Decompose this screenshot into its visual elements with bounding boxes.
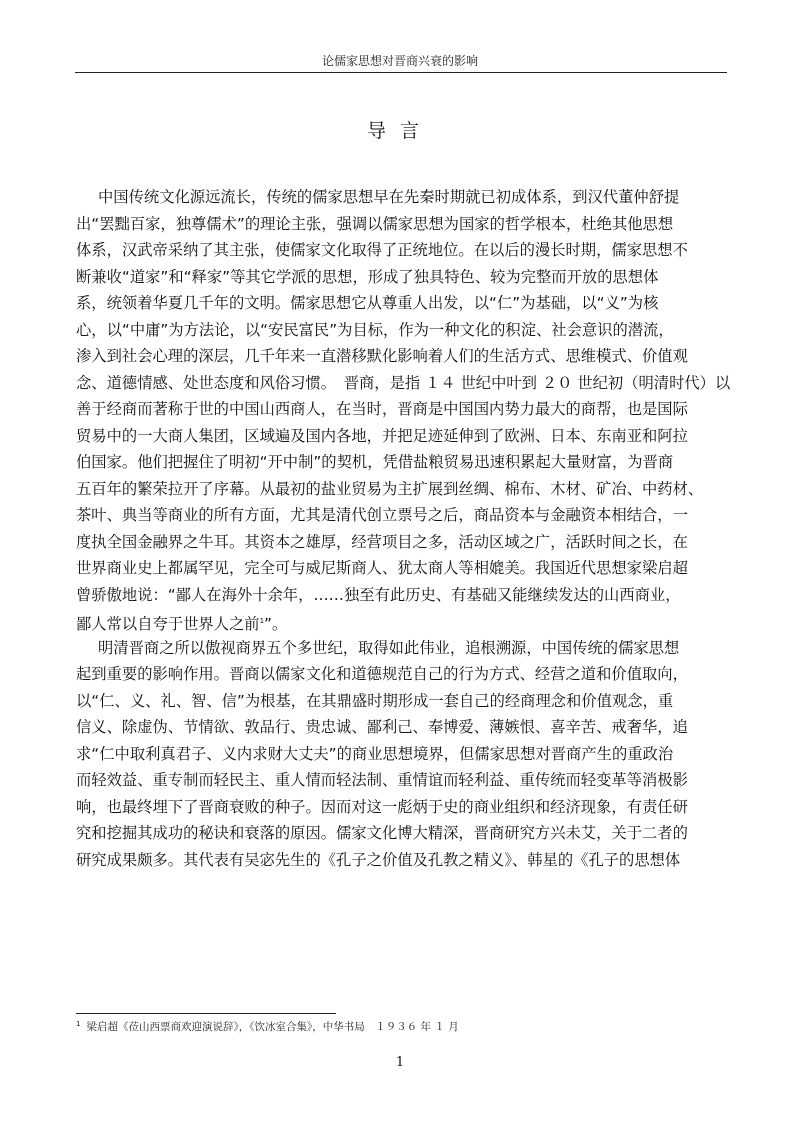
- paragraph-line: 善于经商而著称于世的中国山西商人，在当时，晋商是中国国内势力最大的商帮，也是国际: [76, 400, 688, 418]
- paragraph-line: 度执全国金融界之牛耳。其资本之雄厚，经营项目之多，活动区域之广，活跃时间之长，在: [76, 532, 688, 551]
- paragraph-line: 体系，汉武帝采纳了其主张，使儒家文化取得了正统地位。在以后的漫长时期，儒家思想不: [76, 241, 688, 259]
- footnote-rule: [76, 1013, 336, 1014]
- header-rule: [75, 72, 727, 73]
- paragraph-line: 五百年的繁荣拉开了序幕。从最初的盐业贸易为主扩展到丝绸、棉布、木材、矿冶、中药材、: [76, 479, 704, 498]
- body-text: [76, 184, 766, 873]
- paragraph-line: 念、道德情感、处世态度和风俗习惯。 晋商，是指 １４ 世纪中叶到 ２０ 世纪初（明清时代）以: [76, 373, 731, 392]
- footnote-text: 梁启超《莅山西票商欢迎演说辞》，《饮冰室合集》，中华书局 １９３６ 年 １ 月: [86, 1021, 459, 1033]
- paragraph-line: 而轻效益、重专制而轻民主、重人情而轻法制、重情谊而轻利益、重传统而轻变革等消极影: [76, 771, 688, 789]
- paragraph-line: 研究成果颇多。其代表有吴宓先生的《孔子之价值及孔教之精义》、韩星的《孔子的思想体: [76, 850, 681, 869]
- paragraph-line-text: 鄙人常以自夸于世界人之前: [76, 615, 260, 634]
- running-header: 论儒家思想对晋商兴衰的影响: [321, 54, 478, 68]
- paragraph-line: 响，也最终埋下了晋商衰败的种子。因而对这一彪炳于史的商业组织和经济现象，有责任研: [76, 797, 688, 816]
- paragraph-line: 究和挖掘其成功的秘诀和衰落的原因。儒家文化博大精深，晋商研究方兴未艾，关于二者的: [76, 824, 688, 842]
- footnote: [76, 1019, 459, 1034]
- paragraph-line: 求“仁中取利真君子、义内求财大丈夫”的商业思想境界，但儒家思想对晋商产生的重政治: [76, 744, 674, 763]
- paragraph-line-with-note: [76, 608, 766, 635]
- paragraph-line: 世界商业史上都属罕见，完全可与威尼斯商人、犹太商人等相媲美。我国近代思想家梁启超: [76, 559, 688, 577]
- paragraph-line: 断兼收“道家”和“释家”等其它学派的思想，形成了独具特色、较为完整而开放的思想体: [76, 267, 659, 286]
- paragraph-line: 以“仁、义、礼、智、信”为根基，在其鼎盛时期形成一套自己的经商理念和价值观念，重: [76, 691, 674, 710]
- paragraph-line: 茶叶、典当等商业的所有方面，尤其是清代创立票号之后，商品资本与金融资本相结合，一: [76, 506, 688, 524]
- paragraph-line-tail: ”。: [264, 615, 288, 634]
- paragraph-line: 中国传统文化源远流长，传统的儒家思想早在先秦时期就已初成体系，到汉代董仲舒提: [98, 188, 680, 206]
- paragraph-line: 贸易中的一大商人集团，区域遍及国内各地，并把足迹延伸到了欧洲、日本、东南亚和阿拉: [76, 426, 688, 445]
- footnote-reference[interactable]: 1: [259, 617, 265, 625]
- paragraph-2: [76, 635, 766, 874]
- paragraph-1: [76, 184, 766, 635]
- paragraph-line: 曾骄傲地说：“鄙人在海外十余年，……独至有此历史、有基础又能继续发达的山西商业，: [76, 585, 681, 604]
- page-title: 导言: [366, 120, 433, 142]
- paragraph-line: 伯国家。他们把握住了明初“开中制”的契机，凭借盐粮贸易迅速积累起大量财富，为晋商: [76, 453, 674, 471]
- paragraph-line: 心，以“中庸”为方法论，以“安民富民”为目标，作为一种文化的积淀、社会意识的潜流，: [76, 320, 674, 339]
- footnote-mark: 1: [76, 1019, 81, 1028]
- paragraph-line: 系，统领着华夏几千年的文明。儒家思想它从尊重人出发，以“仁”为基础，以“义”为核: [76, 294, 659, 312]
- paragraph-line: 起到重要的影响作用。晋商以儒家文化和道德规范自己的行为方式、经营之道和价值取向，: [76, 665, 688, 683]
- paragraph-line: 明清晋商之所以傲视商界五个多世纪，取得如此伟业，追根溯源，中国传统的儒家思想: [98, 638, 680, 657]
- paragraph-line: 信义、除虚伪、节情欲、敦品行、贵忠诚、鄙利己、奉博爱、薄嫉恨、喜辛苦、戒奢华，追: [76, 718, 688, 736]
- paragraph-line: 出“罢黜百家，独尊儒术”的理论主张，强调以儒家思想为国家的哲学根本，杜绝其他思想: [76, 214, 674, 233]
- page-number: 1: [395, 1055, 405, 1070]
- paragraph-line: 渗入到社会心理的深层，几千年来一直潜移默化影响着人们的生活方式、思维模式、价值观: [76, 347, 688, 365]
